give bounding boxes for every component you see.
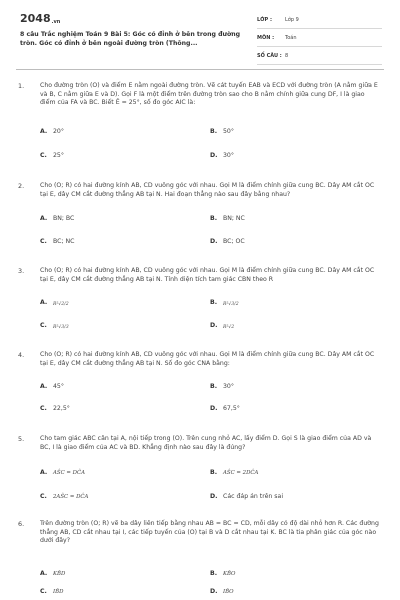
question-number: 5. bbox=[18, 435, 25, 443]
question-text: Cho (O; R) có hai đường kính AB, CD vuông góc với nhau. Gọi M là điểm chính giữa cung BC. Dây AM cắt OC tại E, dây CM cắt đường thẳng AB tại N. Số đo góc CNA bằng: bbox=[40, 351, 375, 367]
question-number: 4. bbox=[18, 351, 25, 359]
question-text: Cho tam giác ABC cân tại A, nội tiếp trong (O). Trên cung nhỏ AC, lấy điểm D. Gọi S là giao điểm của AD và BC, I là giao điểm của AC và BD. Khẳng định nào sau đây là đúng? bbox=[40, 435, 372, 451]
question-text: Cho đường tròn (O) và điểm E nằm ngoài đường tròn. Vẽ cát tuyến EAB và ECD với đường tròn (A nằm giữa E và B, C nằm giữa E và D). Gọi F là một điểm trên đường tròn sao cho B nằm chính giữa cung DF, I là giao điểm của FA và BC. Biết Ê = 25°, số đo góc AIC là: bbox=[40, 82, 378, 107]
question-number: 1. bbox=[18, 82, 25, 90]
question-number: 3. bbox=[18, 267, 25, 275]
option-d[interactable]: D. 30° bbox=[210, 152, 234, 159]
option-b[interactable]: B. AŜC = 2DĈA bbox=[210, 469, 259, 476]
question-text: Trên đường tròn (O; R) vẽ ba dây liên tiếp bằng nhau AB = BC = CD, mỗi dây có độ dài nhỏ hơn R. Các đường thẳng AB, CD cắt nhau tại I, các tiếp tuyến của (O) tại B và D cắt nhau tại K. BC là tia phân giác của góc nào dưới đây? bbox=[40, 520, 379, 545]
option-a[interactable]: A. AŜC = DĈA bbox=[40, 469, 85, 476]
option-b[interactable]: B. KB̂O bbox=[210, 570, 236, 577]
option-a[interactable]: A. BN; BC bbox=[40, 215, 75, 222]
option-d[interactable]: D. BC; OC bbox=[210, 238, 245, 245]
option-b[interactable]: B. 30° bbox=[210, 383, 234, 390]
option-a[interactable]: A. 45° bbox=[40, 383, 64, 390]
header bbox=[0, 0, 400, 64]
option-d[interactable]: D. 67,5° bbox=[210, 405, 240, 412]
option-d[interactable]: D. R²√2 bbox=[210, 322, 235, 330]
option-a[interactable]: A. R²√2/2 bbox=[40, 299, 69, 307]
question-number: 6. bbox=[18, 520, 25, 528]
meta-row-count: SỐ CÂU : 8 bbox=[257, 50, 382, 65]
header-divider bbox=[16, 69, 384, 70]
question-text: Cho (O; R) có hai đường kính AB, CD vuông góc với nhau. Gọi M là điểm chính giữa cung BC. Dây AM cắt OC tại E, dây CM cắt đường thẳng AB tại N. Tính diện tích tam giác CBN theo R bbox=[40, 267, 375, 283]
question-text: Cho (O; R) có hai đường kính AB, CD vuông góc với nhau. Gọi M là điểm chính giữa cung BC. Dây AM cắt OC tại E, dây CM cắt đường thẳng AB tại N. Hai đoạn thẳng nào sau đây bằng nhau? bbox=[40, 182, 375, 198]
option-d[interactable]: D. IB̂O bbox=[210, 588, 234, 595]
option-b[interactable]: B. BN; NC bbox=[210, 215, 245, 222]
meta-row-class: LỚP : Lớp 9 bbox=[257, 14, 382, 29]
option-c[interactable]: C. R²√3/3 bbox=[40, 322, 69, 330]
site-logo[interactable]: 2048.vn bbox=[20, 12, 61, 25]
option-c[interactable]: C. 2AŜC = DĈA bbox=[40, 493, 89, 500]
question-number: 2. bbox=[18, 182, 25, 190]
meta-row-subject: MÔN : Toán bbox=[257, 32, 382, 47]
option-c[interactable]: C. 22,5° bbox=[40, 405, 70, 412]
option-a[interactable]: A. 20° bbox=[40, 128, 64, 135]
page-title: 8 câu Trắc nghiệm Toán 9 Bài 5: Góc có đỉnh ở bên trong đường tròn. Góc có đỉnh ở bên ngoài đường tròn (Thông... bbox=[20, 31, 241, 47]
option-c[interactable]: C. 25° bbox=[40, 152, 64, 159]
option-c[interactable]: C. BC; NC bbox=[40, 238, 75, 245]
option-d[interactable]: D. Các đáp án trên sai bbox=[210, 493, 284, 500]
option-c[interactable]: C. IB̂D bbox=[40, 588, 64, 595]
option-b[interactable]: B. 50° bbox=[210, 128, 234, 135]
option-a[interactable]: A. KB̂D bbox=[40, 570, 66, 577]
option-b[interactable]: B. R²√3/2 bbox=[210, 299, 239, 307]
meta-info bbox=[257, 14, 382, 68]
